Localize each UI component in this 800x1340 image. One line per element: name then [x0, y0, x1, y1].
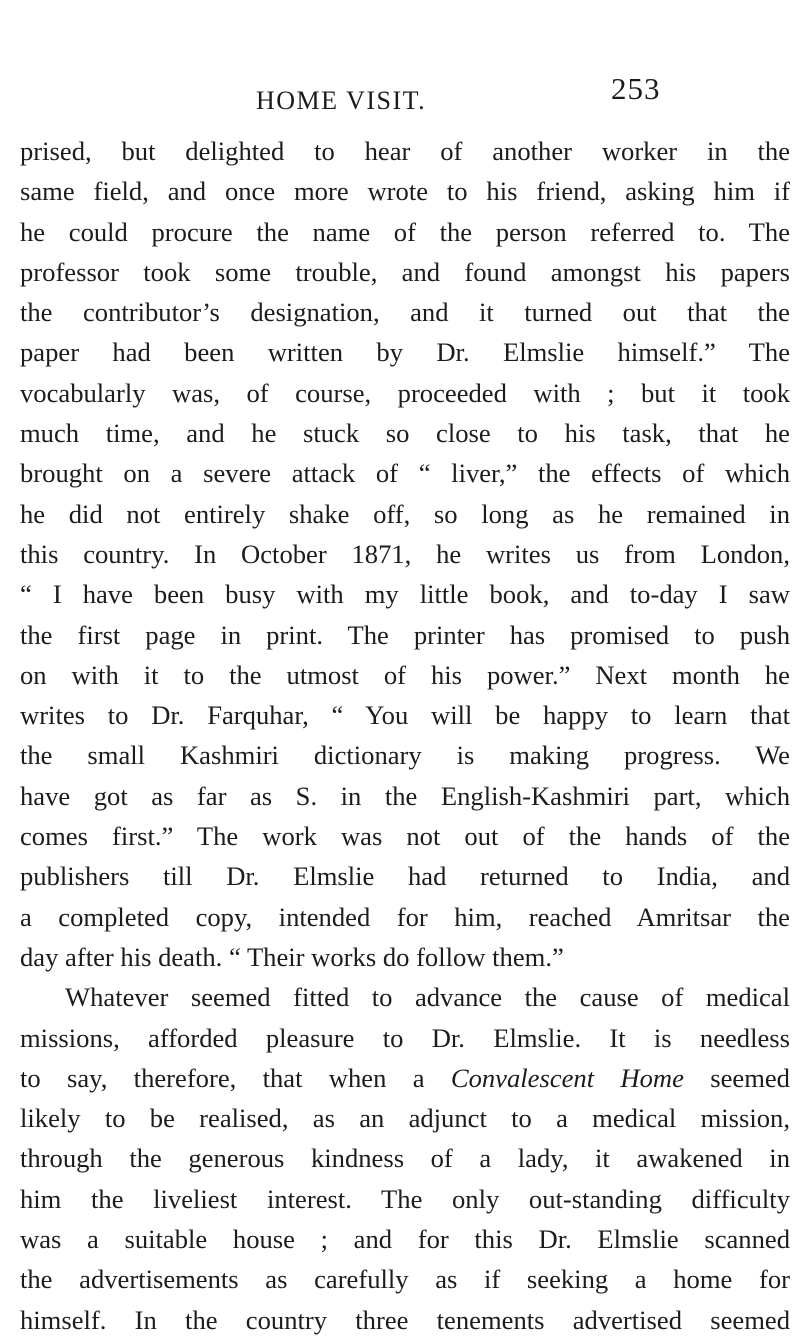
text-line-2: same field, and once more wrote to his friend, asking him if — [20, 176, 790, 207]
text-line-5: the contributor’s designation, and it turned out that the — [20, 297, 790, 328]
page-number: 253 — [611, 71, 661, 106]
text-line-4: professor took some trouble, and found amongst his papers — [20, 256, 790, 287]
text-line-24 — [20, 1058, 790, 1098]
text-line-18: comes first.” The work was not out of the hands of the — [20, 821, 790, 852]
text-line-19: publishers till Dr. Elmslie had returned to India, and — [20, 861, 790, 892]
text-line-15: writes to Dr. Farquhar, “ You will be happy to learn that — [20, 700, 790, 731]
text-line-10: he did not entirely shake off, so long as he remained in — [20, 498, 790, 529]
text-line-29: the advertisements as carefully as if seeking a home for — [20, 1264, 790, 1295]
running-title: HOME VISIT. — [256, 86, 427, 115]
text-line-16: the small Kashmiri dictionary is making progress. We — [20, 740, 790, 771]
text-line-27: him the liveliest interest. The only out-standing difficulty — [20, 1183, 790, 1214]
text-line-3: he could procure the name of the person referred to. The — [20, 216, 790, 247]
text-line-6: paper had been written by Dr. Elmslie himself.” The — [20, 337, 790, 368]
text-line-14: on with it to the utmost of his power.” Next month he — [20, 659, 790, 690]
text-line-23: missions, afforded pleasure to Dr. Elmslie. It is needless — [20, 1022, 790, 1053]
text-line-1: prised, but delighted to hear of another worker in the — [20, 136, 790, 166]
text-line-13: the first page in print. The printer has promised to push — [20, 619, 790, 650]
text-line-24-start: to say, therefore, that when a — [20, 1062, 425, 1093]
text-line-11: this country. In October 1871, he writes us from London, — [20, 538, 790, 569]
text-line-9: brought on a severe attack of “ liver,” the effects of which — [20, 458, 790, 489]
text-line-26: through the generous kindness of a lady, it awakened in — [20, 1143, 790, 1174]
text-line-30: himself. In the country three tenements advertised seemed — [20, 1304, 790, 1335]
text-line-8: much time, and he stuck so close to his task, that he — [20, 418, 790, 449]
text-line-12: “ I have been busy with my little book, and to-day I saw — [20, 579, 790, 610]
text-line-24-end: seemed — [710, 1062, 790, 1093]
text-line-7: vocabularly was, of course, proceeded with ; but it took — [20, 377, 790, 408]
body-text — [20, 131, 790, 1340]
text-line-21: day after his death. “ Their works do follow them.” — [20, 941, 564, 972]
italic-title: Convalescent Home — [450, 1062, 684, 1093]
text-line-22: Whatever seemed fitted to advance the cause of medical — [65, 982, 790, 1013]
text-line-20: a completed copy, intended for him, reached Amritsar the — [20, 901, 790, 932]
text-line-25: likely to be realised, as an adjunct to a medical mission, — [20, 1103, 790, 1134]
text-line-17: have got as far as S. in the English-Kashmiri part, which — [20, 780, 790, 811]
running-head — [0, 71, 800, 118]
text-line-28: was a suitable house ; and for this Dr. Elmslie scanned — [20, 1224, 790, 1255]
